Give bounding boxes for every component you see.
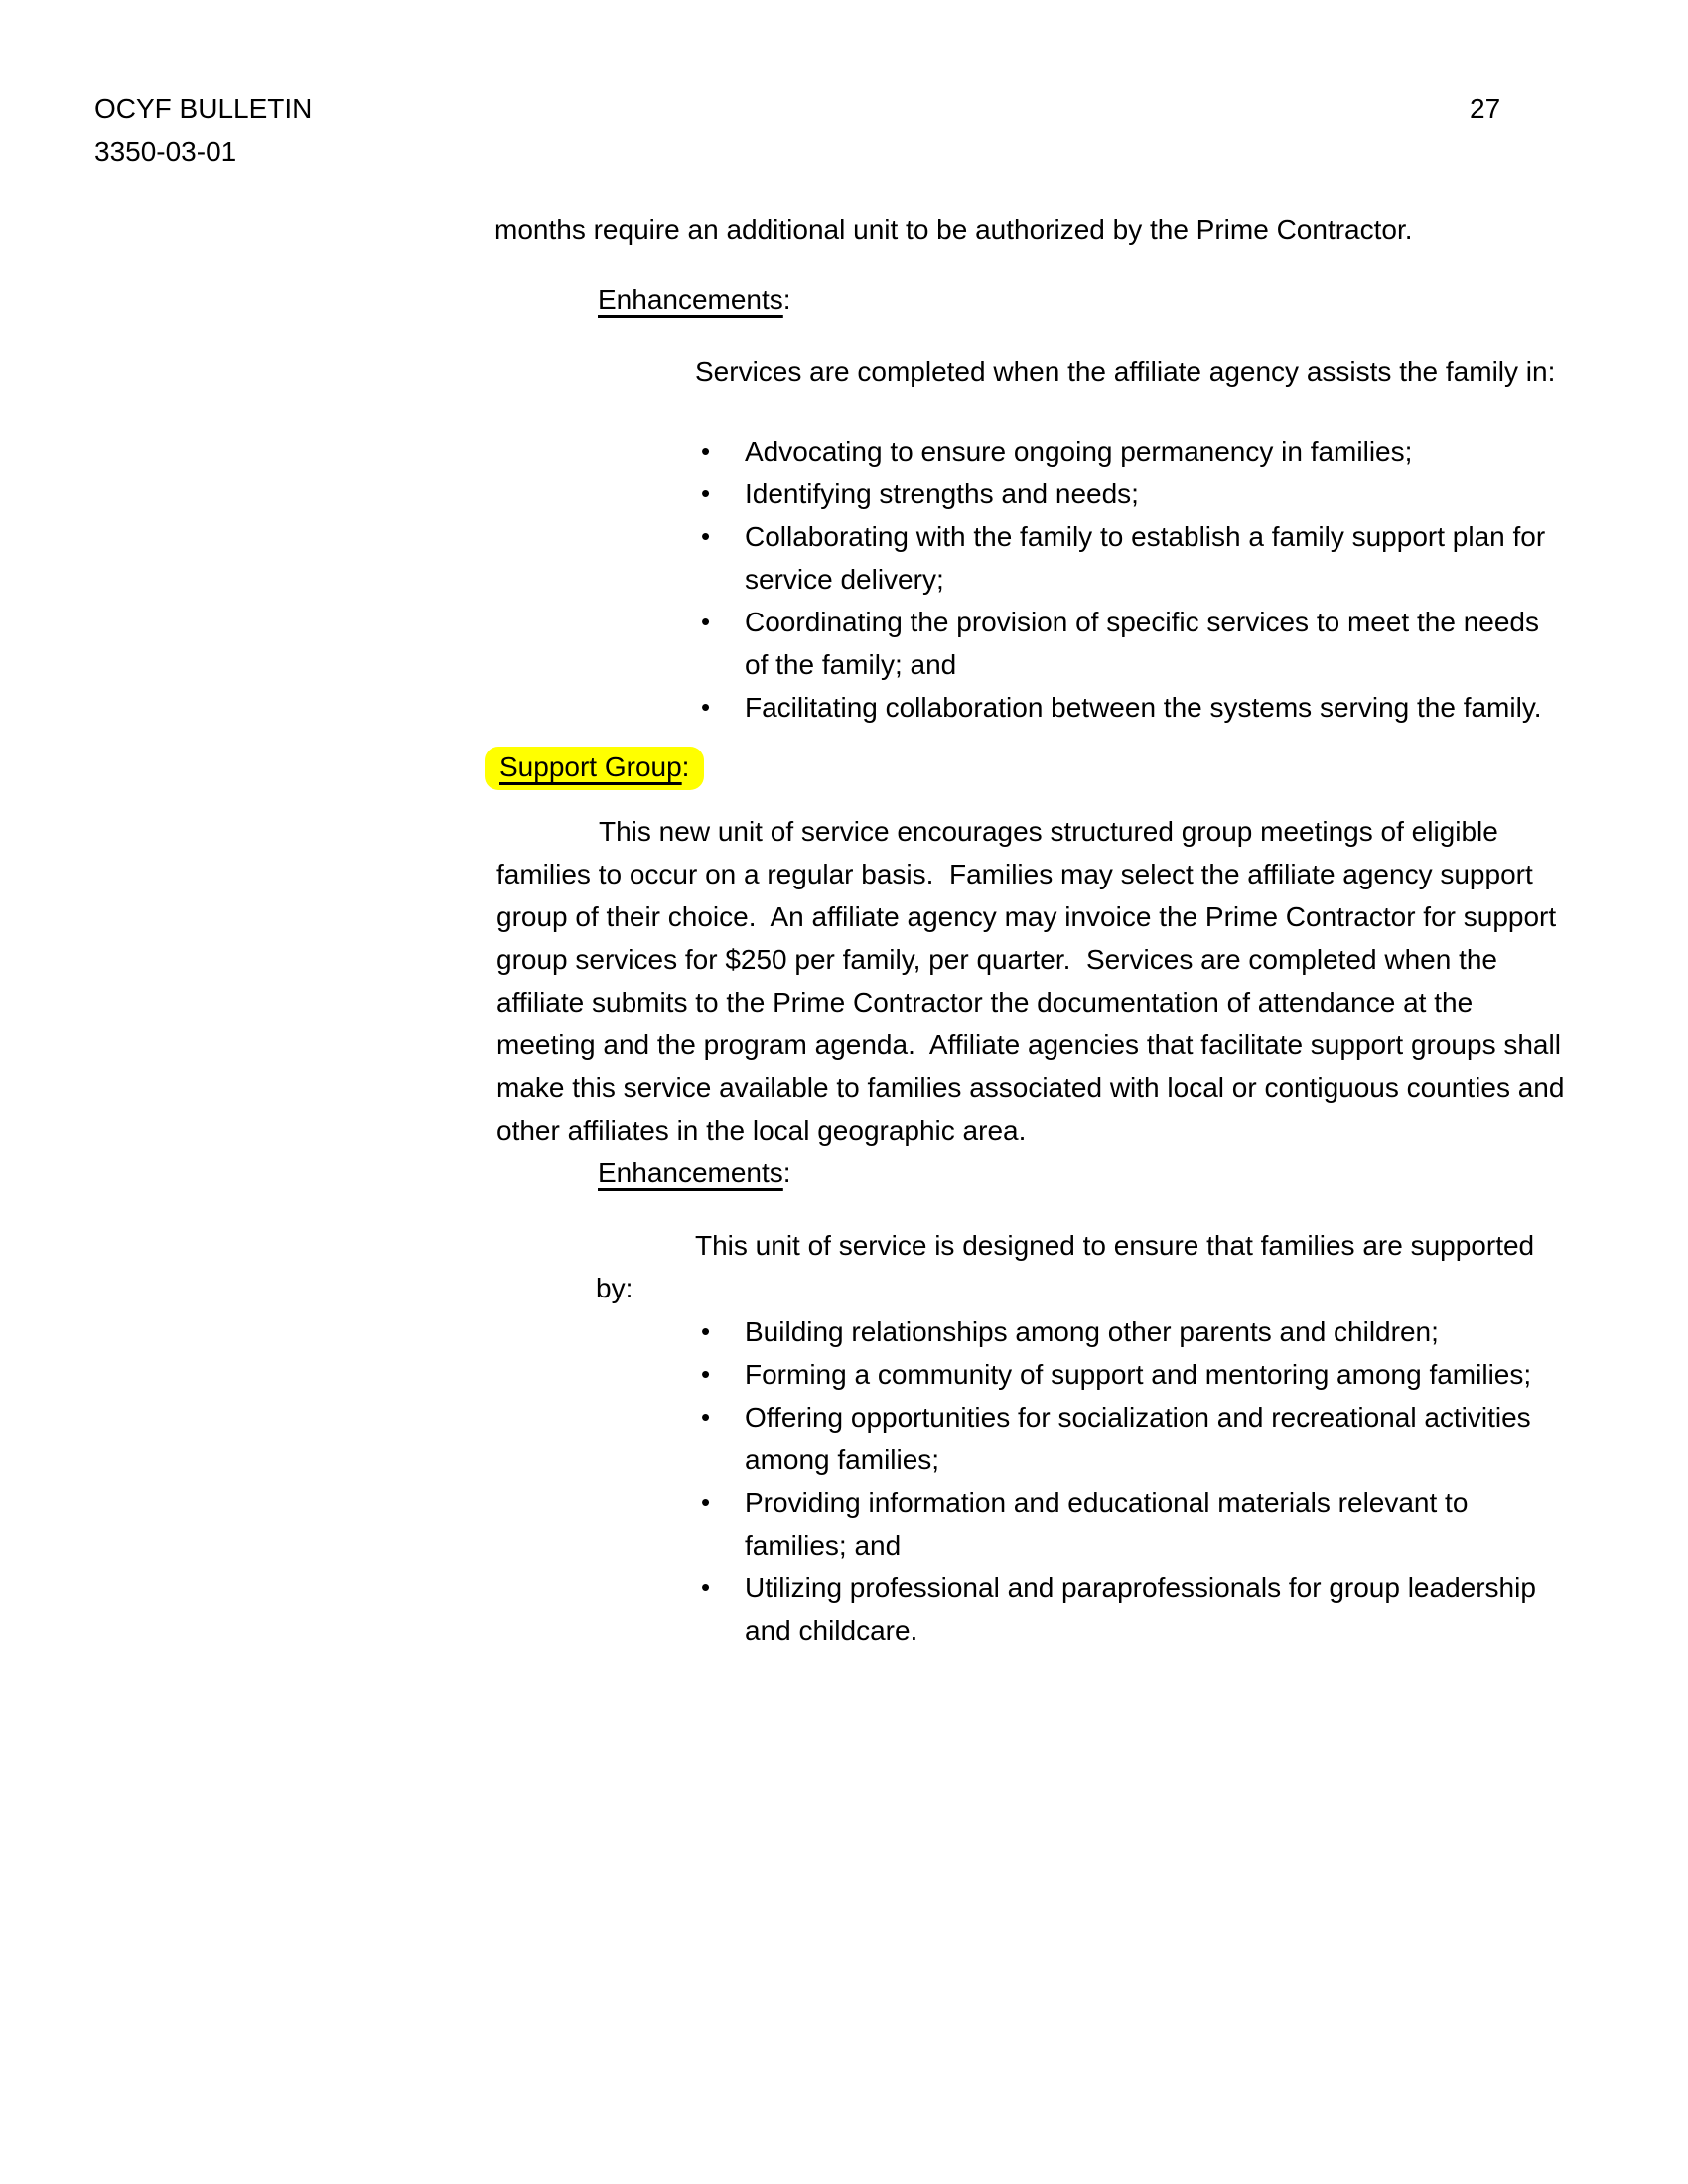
bulletin-number: 3350-03-01 — [94, 136, 237, 167]
document-body — [0, 208, 1688, 1652]
enhancements-1-bullet-list — [701, 430, 1561, 729]
support-group-highlight — [485, 747, 704, 790]
enhancements-2-bullet-list — [701, 1310, 1561, 1652]
bullet-icon: • — [701, 1402, 711, 1432]
bullet-text: Coordinating the provision of specific services to meet the needs of the family; and — [745, 607, 1539, 680]
bullet-text: Identifying strengths and needs; — [745, 478, 1139, 509]
bullet-icon: • — [701, 1316, 711, 1346]
bullet-text: Building relationships among other parents and children; — [745, 1316, 1439, 1347]
enhancements-heading-1-text: Enhancements — [598, 284, 783, 315]
list-item — [701, 601, 1561, 686]
page-header — [94, 87, 312, 173]
list-item — [701, 1353, 1561, 1396]
enhancements-heading-2-colon: : — [782, 1158, 791, 1188]
list-item — [701, 1567, 1561, 1652]
list-item — [701, 1310, 1561, 1353]
bullet-icon: • — [701, 436, 711, 466]
support-group-heading-colon: : — [681, 751, 690, 782]
support-group-heading-row — [485, 746, 1688, 790]
bullet-text: Utilizing professional and paraprofessionals for group leadership and childcare. — [745, 1572, 1536, 1646]
enhancements-1-lead: Services are completed when the affiliate agency assists the family in: — [695, 356, 1556, 387]
bullet-icon: • — [701, 521, 711, 551]
list-item — [701, 1481, 1561, 1567]
bullet-icon: • — [701, 692, 711, 722]
bullet-text: Collaborating with the family to establish a family support plan for service delivery; — [745, 521, 1546, 595]
bullet-text: Providing information and educational materials relevant to families; and — [745, 1487, 1469, 1561]
bullet-icon: • — [701, 1487, 711, 1517]
support-group-paragraph: This new unit of service encourages structured group meetings of eligible families to occur on a regular basis. Families may select the affiliate agency support group of their choice. An affiliate agency may invoice the Prime Contractor for support group services for $250 per family, per quarter. Services are completed when the affiliate submits to the Prime Contractor the documentation of attendance at the meeting and the program agenda. Affiliate agencies that facilitate support groups shall make this service available to families associated with local or contiguous counties and other affiliates in the local geographic area. — [496, 816, 1573, 1146]
list-item — [701, 1396, 1561, 1481]
bullet-text: Forming a community of support and mentoring among families; — [745, 1359, 1532, 1390]
list-item — [701, 473, 1561, 515]
bullet-text: Offering opportunities for socialization and recreational activities among families; — [745, 1402, 1531, 1475]
page-number: 27 — [1470, 93, 1501, 124]
enhancements-2-lead: This unit of service is designed to ensure that families are supported by: — [596, 1230, 1535, 1303]
enhancements-heading-1-colon: : — [782, 284, 791, 315]
bullet-text: Advocating to ensure ongoing permanency in families; — [745, 436, 1413, 467]
bullet-icon: • — [701, 1359, 711, 1389]
bulletin-title: OCYF BULLETIN — [94, 93, 313, 124]
bullet-text: Facilitating collaboration between the systems serving the family. — [745, 692, 1542, 723]
list-item — [701, 515, 1561, 601]
enhancements-heading-1 — [598, 278, 1688, 321]
enhancements-heading-2 — [598, 1152, 1688, 1194]
support-group-heading-text: Support Group — [499, 751, 682, 782]
bullet-icon: • — [701, 607, 711, 636]
list-item — [701, 430, 1561, 473]
bullet-icon: • — [701, 478, 711, 508]
enhancements-heading-2-text: Enhancements — [598, 1158, 783, 1188]
list-item — [701, 686, 1561, 729]
intro-paragraph: months require an additional unit to be authorized by the Prime Contractor. — [494, 214, 1413, 245]
bullet-icon: • — [701, 1572, 711, 1602]
